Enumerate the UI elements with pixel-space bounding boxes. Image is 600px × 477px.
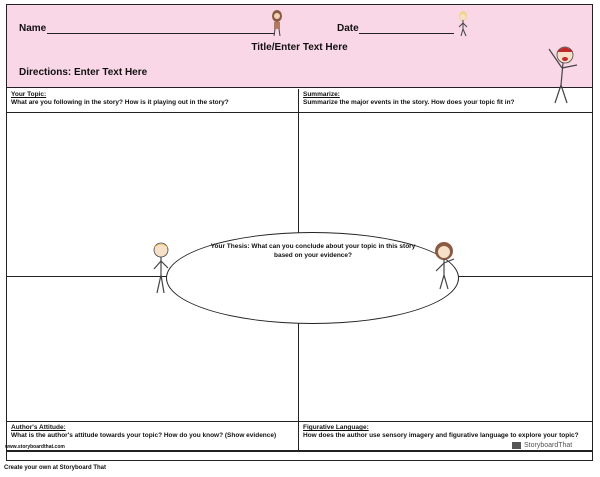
name-label: Name — [19, 23, 47, 34]
summarize-cell-header — [299, 89, 592, 113]
attitude-heading: Author's Attitude: — [11, 424, 66, 431]
chart-grid — [7, 89, 592, 460]
figurative-question: How does the author use sensory imagery and figurative language to explore your topic? — [303, 432, 579, 439]
girl-figure-icon — [270, 10, 284, 36]
brand-logo — [512, 442, 572, 449]
date-line[interactable] — [359, 33, 454, 34]
thesis-prompt: Your Thesis: What can you conclude about your topic in this story based on your evidence? — [210, 243, 416, 259]
topic-heading: Your Topic: — [11, 91, 47, 98]
brand-text: StoryboardThat — [524, 442, 573, 449]
boy-figure-icon — [151, 241, 173, 297]
attitude-question: What is the author's attitude towards your topic? How do you know? (Show evidence) — [11, 432, 277, 439]
footer-strip — [7, 451, 592, 460]
topic-cell-header — [7, 89, 299, 113]
create-link[interactable]: Create your own at Storyboard That — [4, 465, 107, 471]
directions[interactable]: Directions: Enter Text Here — [19, 67, 148, 78]
blonde-figure-icon — [456, 11, 470, 37]
name-line[interactable] — [47, 33, 275, 34]
page-title[interactable]: Title/Enter Text Here — [251, 42, 348, 53]
summarize-heading: Summarize: — [303, 91, 340, 98]
summarize-question: Summarize the major events in the story. How does your topic fit in? — [303, 99, 515, 106]
brown-hair-figure-icon — [432, 241, 458, 293]
header-band — [7, 5, 592, 88]
topic-question: What are you following in the story? How is it playing out in the story? — [11, 99, 229, 106]
worksheet — [6, 4, 593, 461]
storyboard-logo-icon — [512, 442, 521, 449]
site-url[interactable]: www.storyboardthat.com — [5, 444, 65, 450]
figurative-heading: Figurative Language: — [303, 424, 369, 431]
date-label: Date — [337, 23, 359, 34]
